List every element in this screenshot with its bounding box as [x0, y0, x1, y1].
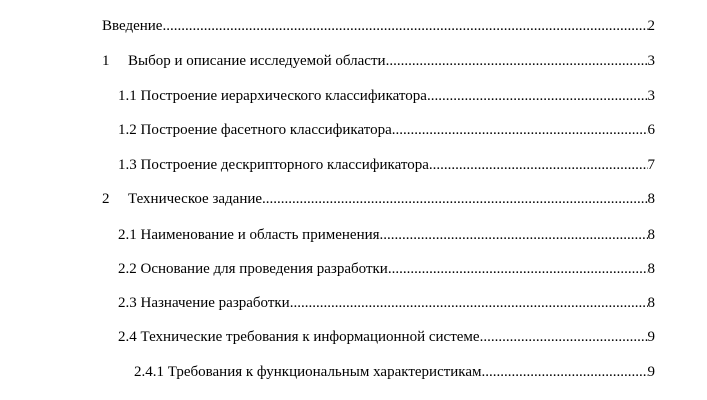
- toc-entry-section-2: [102, 188, 655, 210]
- toc-entry-page: 8: [647, 191, 655, 207]
- toc-entry-title: 2.4.1 Требования к функциональным характеристикам: [134, 364, 482, 380]
- toc-dot-leader: [429, 154, 648, 176]
- toc-entry-section-2-3: [118, 292, 655, 314]
- toc-dot-leader: [262, 188, 647, 210]
- toc-entry-section-2-1: [118, 224, 655, 246]
- toc-entry-title: 2.4 Технические требования к информационной системе: [118, 329, 480, 345]
- toc-entry-page: 9: [647, 329, 655, 345]
- toc-entry-page: 7: [647, 157, 655, 173]
- toc-entry-section-2-2: [118, 258, 655, 280]
- toc-entry-title: 1.1 Построение иерархического классификатора: [118, 88, 427, 104]
- toc-entry-section-1-2: [118, 119, 655, 141]
- toc-entry-page: 9: [647, 364, 655, 380]
- toc-dot-leader: [162, 15, 647, 37]
- toc-entry-number: 1: [102, 53, 110, 69]
- toc-dot-leader: [480, 326, 648, 348]
- toc-entry-title: 2.1 Наименование и область применения: [118, 227, 380, 243]
- toc-dot-leader: [482, 361, 648, 383]
- toc-dot-leader: [386, 50, 648, 72]
- toc-entry-page: 3: [647, 53, 655, 69]
- toc-dot-leader: [392, 119, 648, 141]
- toc-entry-section-2-4: [118, 326, 655, 348]
- toc-entry-section-1: [102, 50, 655, 72]
- toc-entry-section-1-3: [118, 154, 655, 176]
- toc-entry-title: Введение: [102, 18, 163, 34]
- toc-entry-page: 8: [647, 261, 655, 277]
- toc-entry-page: 8: [647, 227, 655, 243]
- toc-dot-leader: [388, 258, 648, 280]
- toc-entry-title: 1.2 Построение фасетного классификатора: [118, 122, 392, 138]
- toc-entry-section-2-4-1: [134, 361, 655, 383]
- toc-entry-introduction: [102, 15, 655, 37]
- toc-dot-leader: [427, 85, 648, 107]
- toc-entry-page: 3: [647, 88, 655, 104]
- toc-dot-leader: [380, 224, 648, 246]
- toc-entry-page: 2: [647, 18, 655, 34]
- toc-entry-page: 6: [647, 122, 655, 138]
- toc-entry-title: 2.2 Основание для проведения разработки: [118, 261, 388, 277]
- toc-entry-title: Техническое задание: [128, 191, 263, 207]
- toc-entry-title: 2.3 Назначение разработки: [118, 295, 290, 311]
- toc-entry-section-1-1: [118, 85, 655, 107]
- toc-dot-leader: [290, 292, 648, 314]
- toc-entry-number: 2: [102, 191, 110, 207]
- toc-entry-title: 1.3 Построение дескрипторного классификатора: [118, 157, 429, 173]
- toc-entry-page: 8: [647, 295, 655, 311]
- toc-entry-title: Выбор и описание исследуемой области: [128, 53, 386, 69]
